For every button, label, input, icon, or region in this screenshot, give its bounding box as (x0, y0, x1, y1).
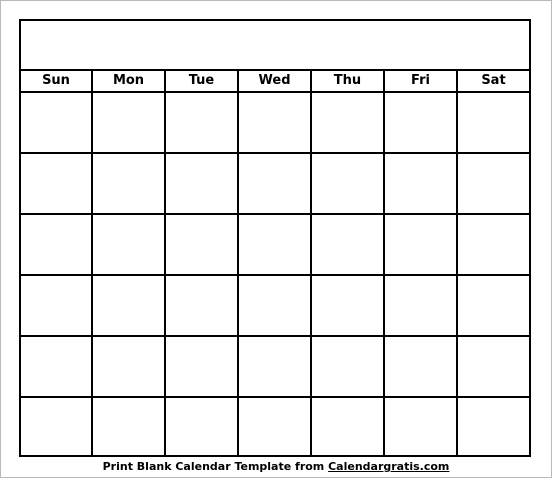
day-cell (312, 93, 385, 154)
day-cell (312, 276, 385, 337)
day-cell (312, 337, 385, 398)
day-cell (166, 276, 239, 337)
day-cell (21, 398, 93, 455)
day-cell (93, 154, 166, 215)
day-cell (239, 337, 312, 398)
day-cell (458, 398, 529, 455)
footer-text: Print Blank Calendar Template from (102, 460, 329, 473)
day-cell (239, 398, 312, 455)
day-cell (458, 276, 529, 337)
weekday-header-thu: Thu (312, 71, 385, 91)
day-cell (312, 215, 385, 276)
weekday-header-fri: Fri (385, 71, 458, 91)
day-cell (166, 398, 239, 455)
day-cell (385, 398, 458, 455)
day-cell (239, 93, 312, 154)
weekday-header-tue: Tue (166, 71, 239, 91)
day-cell (458, 93, 529, 154)
day-cell (93, 276, 166, 337)
day-cell (93, 398, 166, 455)
day-cell (166, 215, 239, 276)
day-cell (166, 337, 239, 398)
day-cell (21, 93, 93, 154)
day-cell (312, 398, 385, 455)
day-grid (21, 93, 529, 455)
weekday-header-sat: Sat (481, 73, 506, 88)
day-cell (385, 337, 458, 398)
day-cell (385, 93, 458, 154)
day-cell (166, 93, 239, 154)
weekday-header-mon: Mon (93, 71, 166, 91)
day-cell (458, 337, 529, 398)
day-cell (93, 215, 166, 276)
day-cell (166, 154, 239, 215)
month-title-bar (21, 21, 529, 71)
day-cell (458, 215, 529, 276)
footer-credit (0, 460, 552, 473)
day-cell (239, 154, 312, 215)
day-cell (21, 154, 93, 215)
day-cell (21, 276, 93, 337)
day-cell (93, 337, 166, 398)
day-cell (239, 276, 312, 337)
weekday-header-wed: Wed (239, 71, 312, 91)
day-cell (385, 276, 458, 337)
day-cell (458, 154, 529, 215)
weekday-header-row (21, 71, 529, 93)
weekday-header-sun: Sun (21, 71, 93, 91)
day-cell (21, 337, 93, 398)
day-cell (21, 215, 93, 276)
day-cell (239, 215, 312, 276)
calendar-table (19, 19, 531, 457)
day-cell (385, 215, 458, 276)
day-cell (385, 154, 458, 215)
day-cell (312, 154, 385, 215)
day-cell (93, 93, 166, 154)
footer-link[interactable]: Calendargratis.com (328, 460, 450, 473)
